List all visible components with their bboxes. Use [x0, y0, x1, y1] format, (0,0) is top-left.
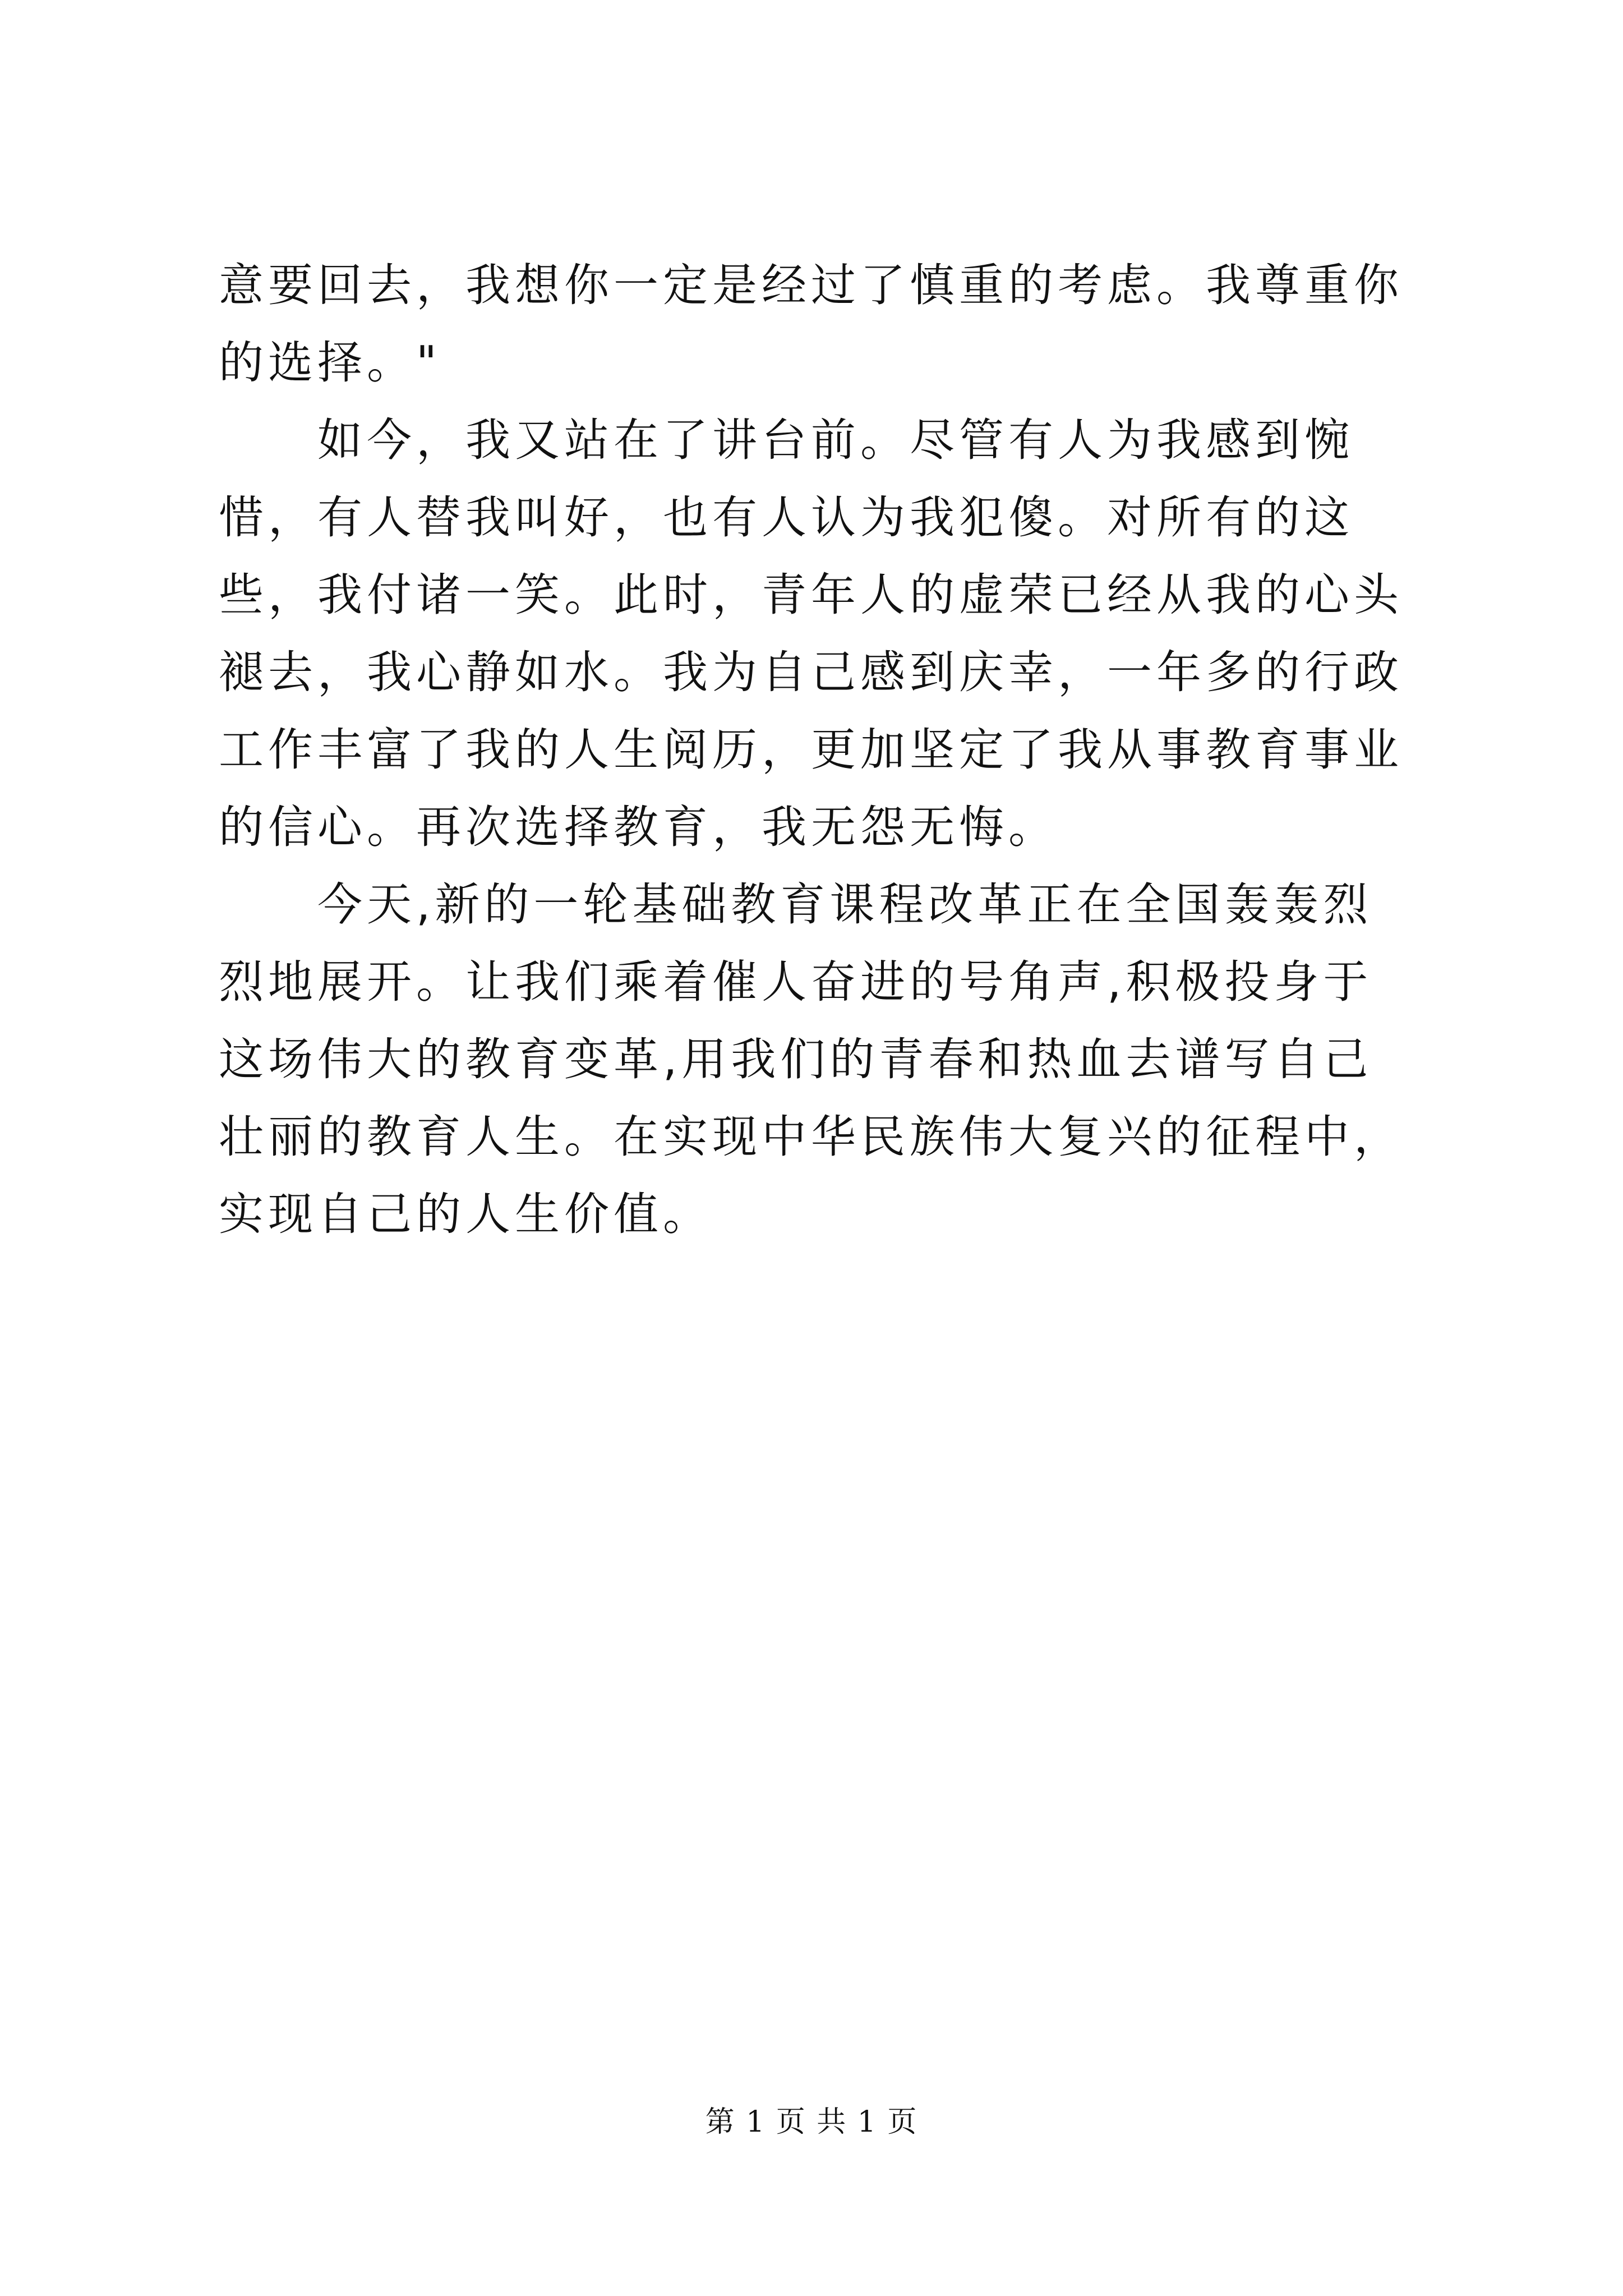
document-body	[219, 247, 1419, 1253]
paragraph-return-to-podium: 如今，我又站在了讲台前。尽管有人为我感到惋惜，有人替我叫好，也有人认为我犯傻。对所有的这些，我付诸一笑。此时，青年人的虚荣已经从我的心头褪去，我心静如水。我为自己感到庆幸，一年多的行政工作丰富了我的人生阅历，更加坚定了我从事教育事业的信心。再次选择教育，我无怨无悔。	[219, 414, 1403, 853]
page-footer: 第 1 页 共 1 页	[705, 2105, 918, 2139]
paragraph-continuation: 意要回去，我想你一定是经过了慎重的考虑。我尊重你的选择。"	[219, 259, 1403, 389]
paragraph-curriculum-reform: 今天,新的一轮基础教育课程改革正在全国轰轰烈烈地展开。让我们乘着催人奋进的号角声,积极投身于这场伟大的教育变革,用我们的青春和热血去谱写自己壮丽的教育人生。在实现中华民族伟大复兴的征程中，实现自己的人生价值。	[219, 878, 1403, 1240]
